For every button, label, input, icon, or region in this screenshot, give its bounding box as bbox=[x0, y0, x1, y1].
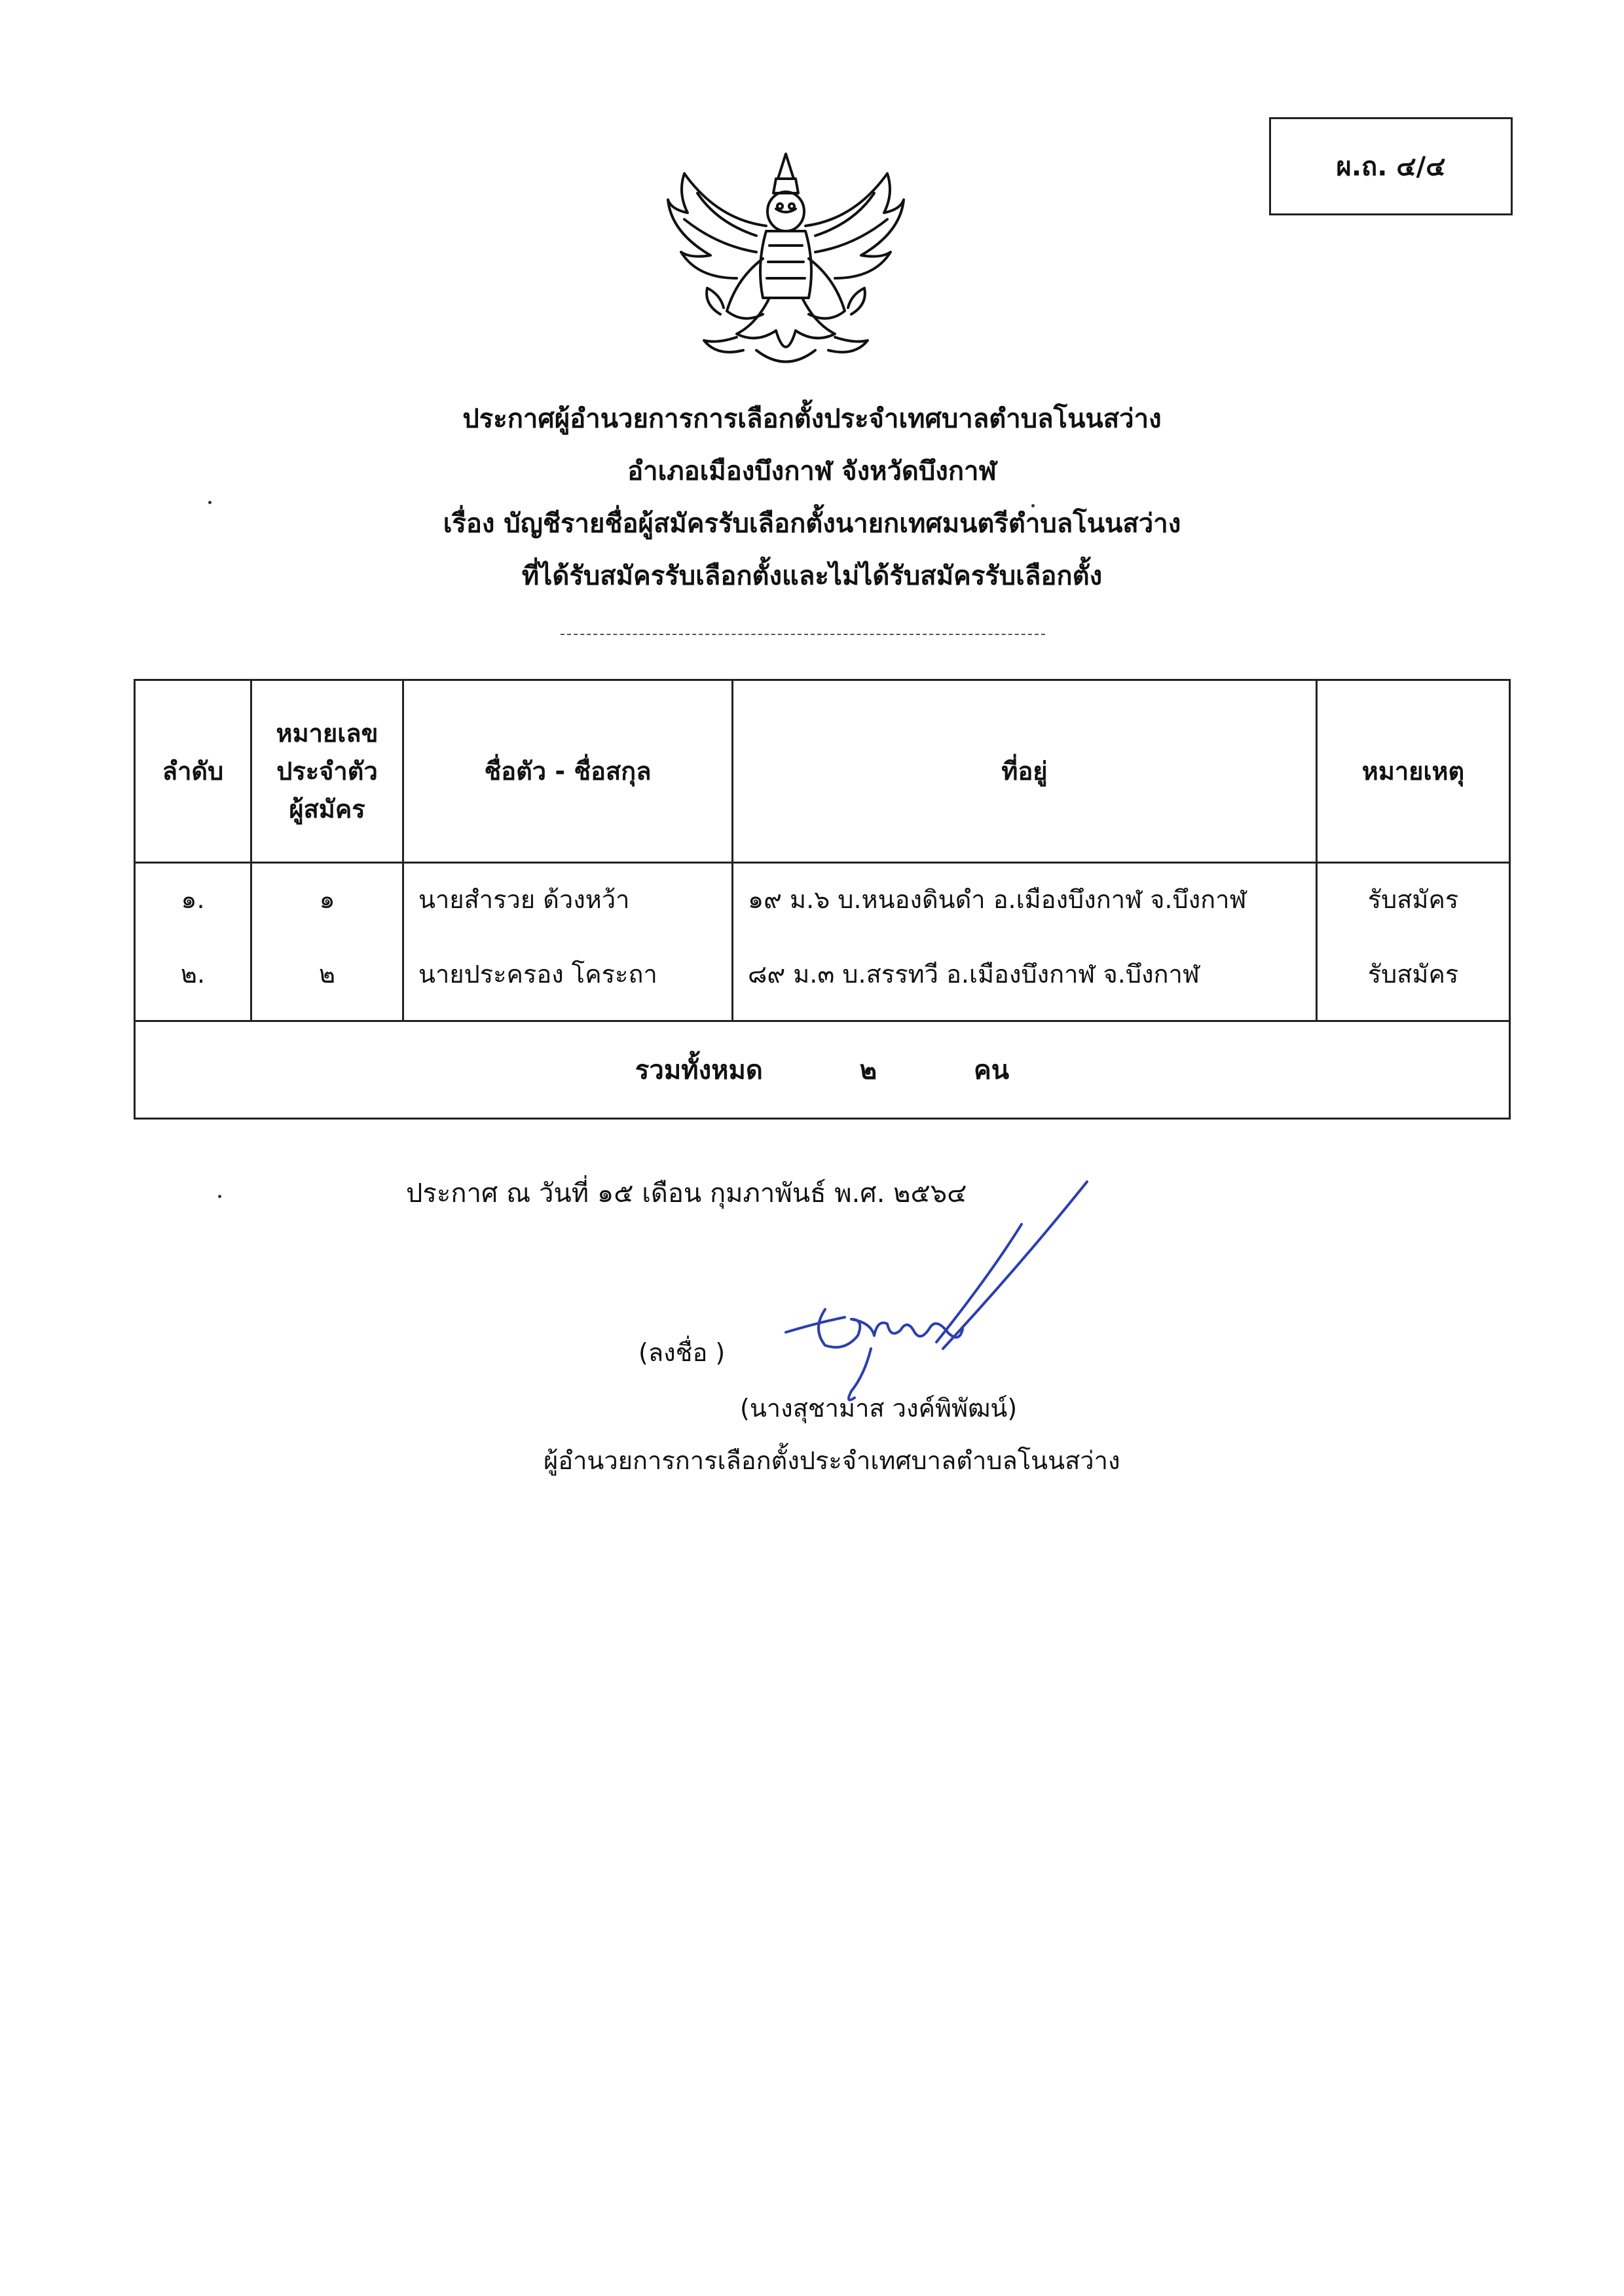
row-2-name: นายประครอง โคระถา bbox=[418, 960, 657, 989]
total-label: รวมทั้งหมด bbox=[635, 1055, 763, 1085]
total-cell bbox=[135, 1021, 1510, 1119]
header-remark: หมายเหตุ bbox=[1317, 680, 1510, 863]
signer-position: ผู้อำนวยการการเลือกตั้งประจำเทศบาลตำบลโนนสว่าง bbox=[544, 1446, 1120, 1475]
address-column bbox=[733, 863, 1317, 1021]
header-order: ลำดับ bbox=[135, 680, 251, 863]
table-total-row bbox=[135, 1021, 1510, 1119]
announcement-date: ประกาศ ณ วันที่ ๑๕ เดือน กุมภาพันธ์ พ.ศ. ๒๕๖๔ bbox=[406, 1178, 967, 1209]
row-2-address: ๘๙ ม.๓ บ.สรรทวี อ.เมืองบึงกาฬ จ.บึงกาฬ bbox=[748, 960, 1200, 989]
header-address: ที่อยู่ bbox=[733, 680, 1317, 863]
sign-label: (ลงชื่อ ) bbox=[638, 1338, 726, 1367]
title-divider bbox=[561, 634, 1045, 635]
row-1-name: นายสำรวย ด้วงหว้า bbox=[418, 885, 630, 914]
remark-column bbox=[1317, 863, 1510, 1021]
total-unit: คน bbox=[973, 1055, 1010, 1085]
total-value: ๒ bbox=[859, 1055, 877, 1085]
garuda-emblem-icon bbox=[658, 147, 913, 383]
title-line-4: ที่ได้รับสมัครรับเลือกตั้งและไม่ได้รับสมัครรับเลือกตั้ง bbox=[521, 561, 1103, 591]
row-1-address: ๑๙ ม.๖ บ.หนองดินดำ อ.เมืองบึงกาฬ จ.บึงกาฬ bbox=[748, 885, 1247, 914]
title-line-2: อำเภอเมืองบึงกาฬ จังหวัดบึงกาฬ bbox=[627, 456, 997, 486]
form-code: ผ.ถ. ๔/๔ bbox=[1336, 152, 1446, 182]
number-column bbox=[251, 863, 403, 1021]
row-1-remark: รับสมัคร bbox=[1367, 885, 1459, 914]
scan-speck bbox=[1031, 504, 1035, 507]
title-line-3: เรื่อง บัญชีรายชื่อผู้สมัครรับเลือกตั้งนายกเทศมนตรีตำบลโนนสว่าง bbox=[443, 509, 1181, 539]
row-2-remark: รับสมัคร bbox=[1367, 960, 1459, 989]
table-header-row bbox=[135, 680, 1510, 863]
handwritten-signature bbox=[773, 1178, 1100, 1421]
header-candidate-number: หมายเลข ประจำตัว ผู้สมัคร bbox=[251, 680, 403, 863]
signer-name: (นางสุชามาส วงค์พิพัฒน์) bbox=[740, 1394, 1018, 1423]
order-column bbox=[135, 863, 251, 1021]
row-2-order: ๒. bbox=[180, 960, 206, 989]
title-line-1: ประกาศผู้อำนวยการการเลือกตั้งประจำเทศบาลตำบลโนนสว่าง bbox=[462, 404, 1162, 434]
row-1-order: ๑. bbox=[181, 885, 205, 914]
row-1-number: ๑ bbox=[319, 885, 335, 914]
table-body-row bbox=[135, 863, 1510, 1021]
form-code-box bbox=[1269, 117, 1513, 215]
header-name: ชื่อตัว - ชื่อสกุล bbox=[403, 680, 733, 863]
candidate-table bbox=[134, 679, 1511, 1120]
row-2-number: ๒ bbox=[318, 960, 336, 989]
scan-speck bbox=[208, 501, 212, 504]
scan-speck bbox=[218, 1195, 221, 1198]
name-column bbox=[403, 863, 733, 1021]
